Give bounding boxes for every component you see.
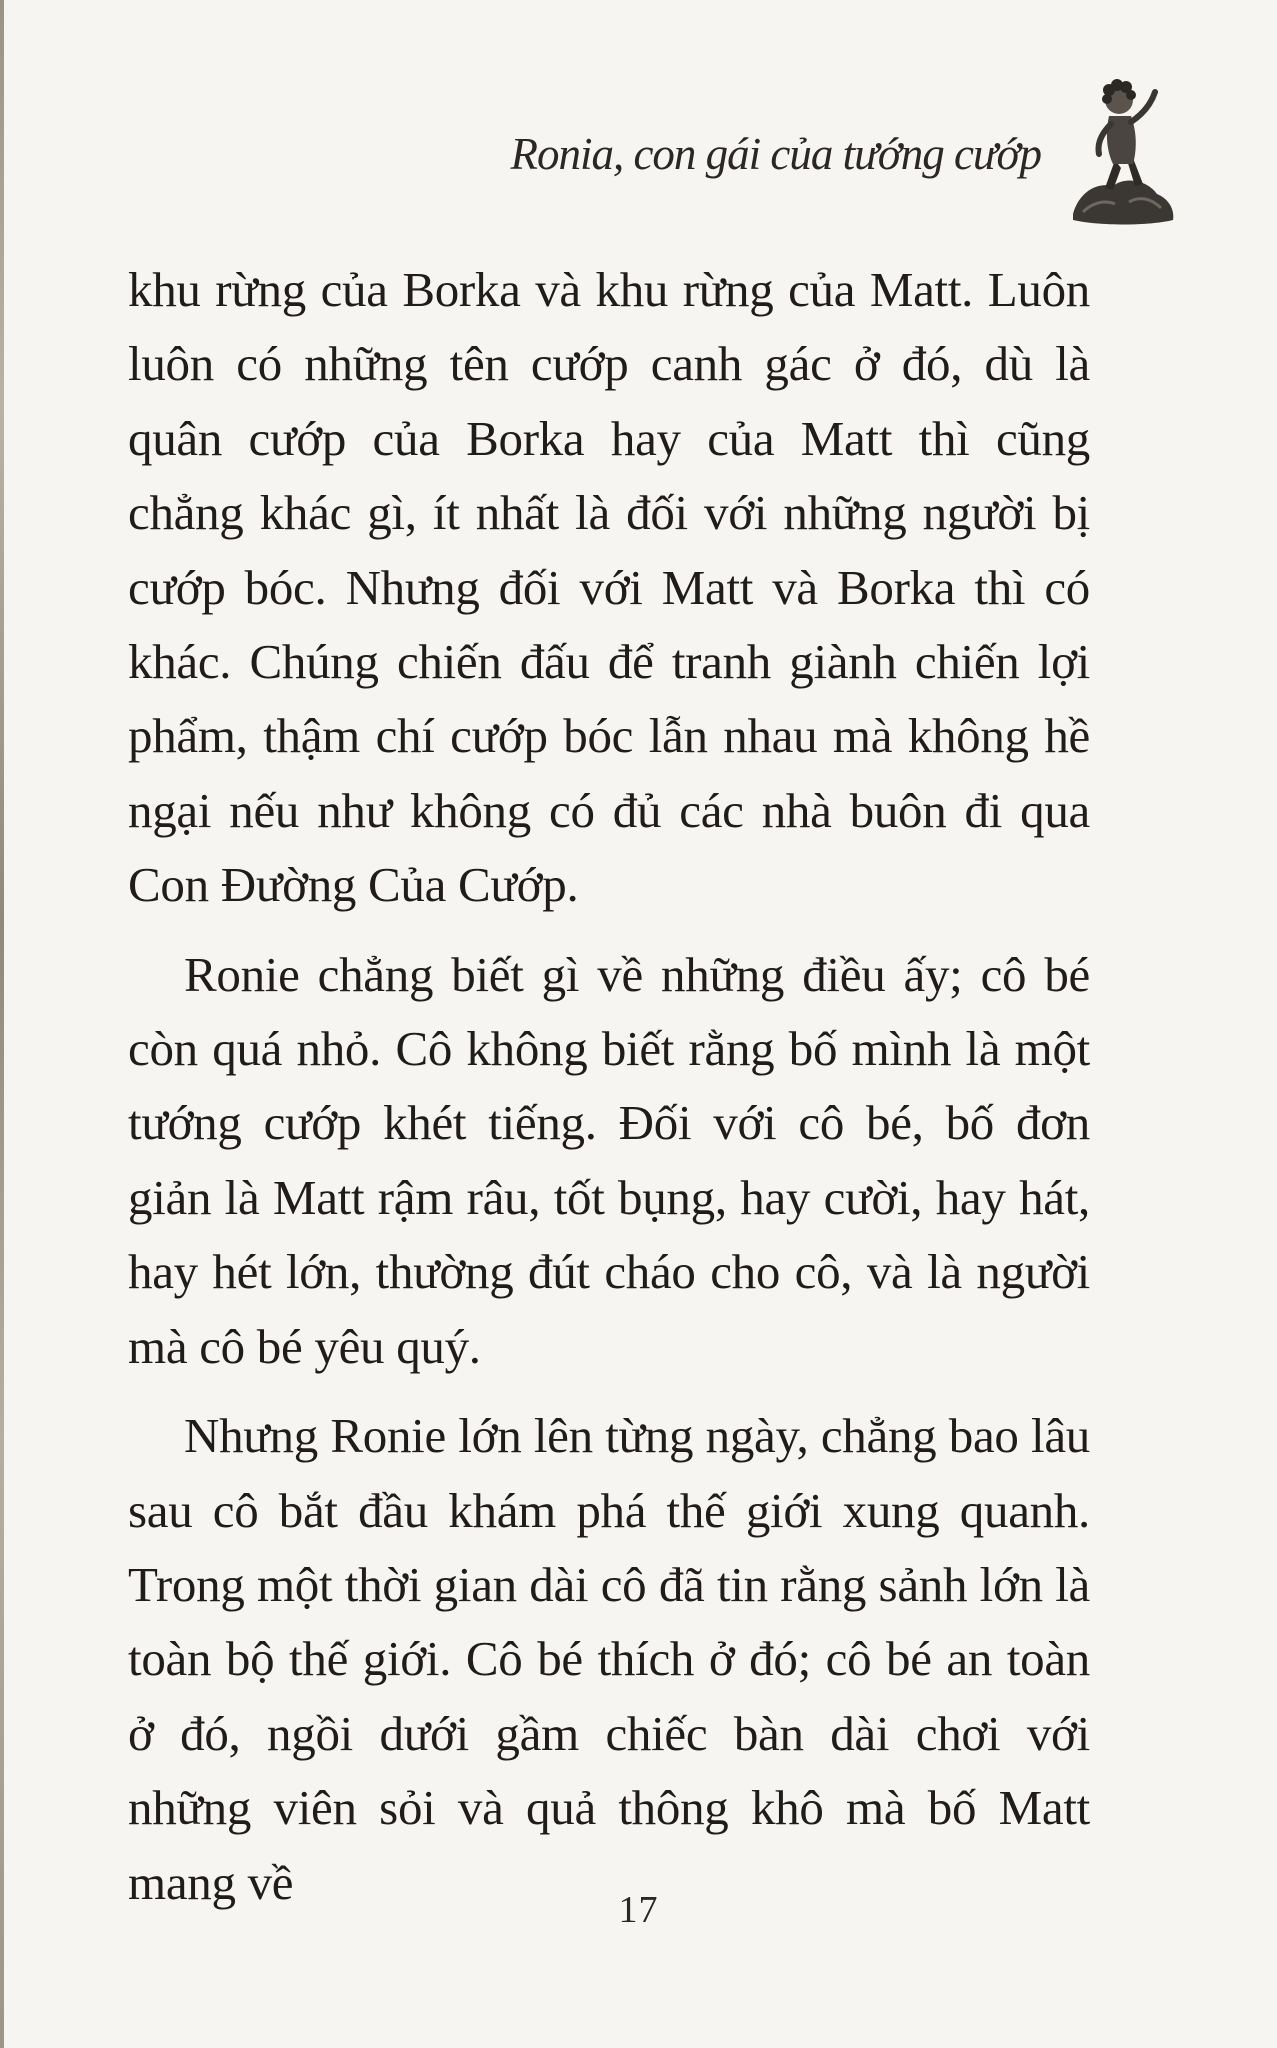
paragraph-3: Nhưng Ronie lớn lên từng ngày, chẳng bao lâu sau cô bắt đầu khám phá thế giới xung quanh. Trong một thời gian dài cô đã tin rằng sảnh lớn là toàn bộ thế giới. Cô bé thích ở đó; cô bé an toàn ở đó, ngồi dưới gầm chiếc bàn dài chơi với những viên sỏi và quả thông khô mà bố Matt mang về [128,1408,1090,1910]
page-gutter-shadow [0,0,4,2048]
running-head-title: Ronia, con gái của tướng cướp [510,129,1041,179]
page-number: 17 [618,1889,659,1931]
paragraph-2: Ronie chẳng biết gì về những điều ấy; cô bé còn quá nhỏ. Cô không biết rằng bố mình là một tướng cướp khét tiếng. Đối với cô bé, bố đơn giản là Matt rậm râu, tốt bụng, hay cười, hay hát, hay hét lớn, thường đút cháo cho cô, và là người mà cô bé yêu quý. [128,946,1090,1374]
paragraph-1: khu rừng của Borka và khu rừng của Matt. Luôn luôn có những tên cướp canh gác ở đó, dù là quân cướp của Borka hay của Matt thì cũng chẳng khác gì, ít nhất là đối với những người bị cướp bóc. Nhưng đối với Matt và Borka thì có khác. Chúng chiến đấu để tranh giành chiến lợi phẩm, thậm chí cướp bóc lẫn nhau mà không hề ngại nếu như không có đủ các nhà buôn đi qua Con Đường Của Cướp. [128,262,1090,913]
body-text [128,253,1090,1920]
child-on-rock-illustration-icon [1069,64,1179,230]
